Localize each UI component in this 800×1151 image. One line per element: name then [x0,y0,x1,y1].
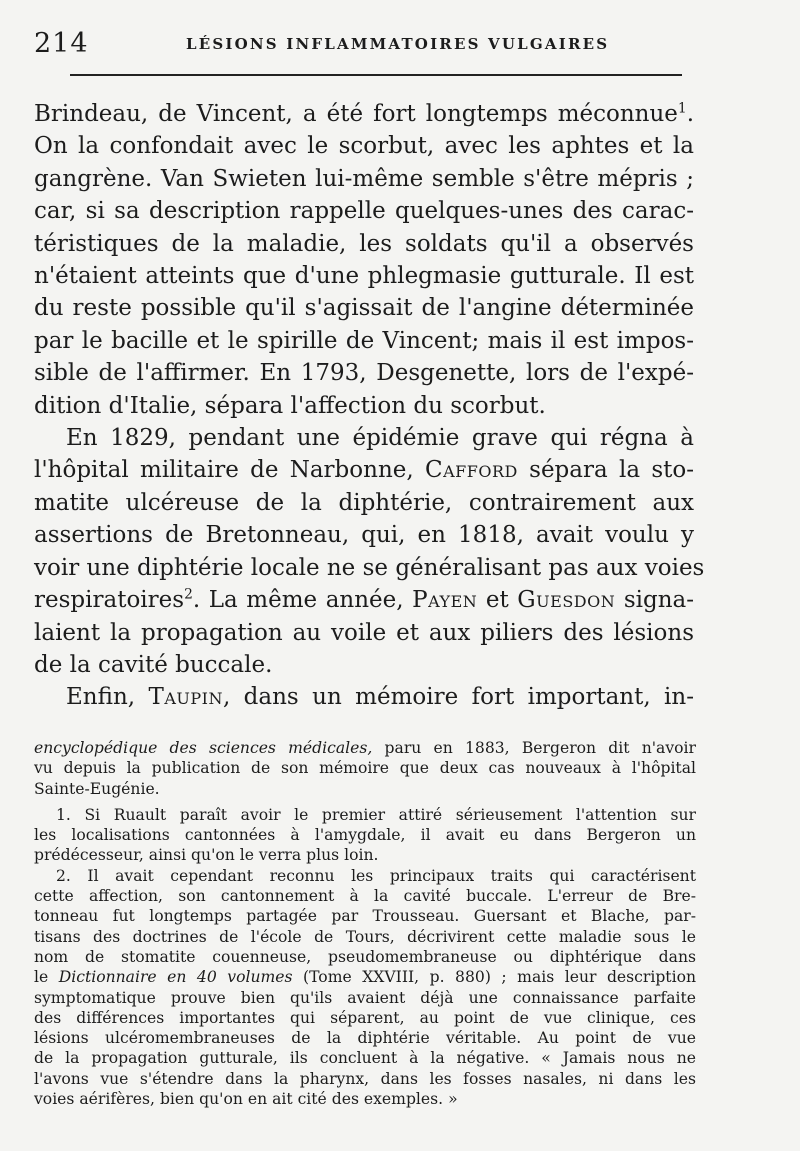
footnote-line: l'avons vue s'étendre dans la pharynx, dans les fosses nasales, ni dans les [34,1069,696,1088]
text-line: car, si sa description rappelle quelques-unes des carac- [34,198,694,225]
footnote-line: de la propagation gutturale, ils concluent à la négative. « Jamais nous ne [34,1049,696,1068]
footnote-line: voies aérifères, bien qu'on en ait cité des exemples. » [34,1090,458,1109]
author-name: Cafford [424,457,518,484]
text-line: laient la propagation au voile et aux piliers des lésions [34,619,694,646]
text-line: assertions de Bretonneau, qui, en 1818, avait voulu y [34,522,694,549]
text-line: dition d'Italie, sépara l'affection du scorbut. [34,392,546,419]
text-line: Brindeau, de Vincent, a été fort longtemps méconnue$^1$. [34,100,694,127]
text-line: En 1829, pendant une épidémie grave qui régna à [66,425,694,452]
footnote-line: des différences importantes qui séparent, au point de vue clinique, ces [34,1008,696,1027]
footnote-line: les localisations cantonnées à l'amygdale, il avait eu dans Bergeron un [34,826,696,845]
footnotes [34,738,696,1109]
footnote-ref: 1 [677,100,687,117]
author-name: Taupin [148,684,223,711]
footnote-line: 1. Si Ruault paraît avoir le premier attiré sérieusement l'attention sur [56,805,696,824]
running-title: LÉSIONS INFLAMMATOIRES VULGAIRES [186,35,610,53]
footnote-line: symptomatique prouve bien qu'ils avaient déjà une connaissance parfaite [34,988,696,1007]
body-text [34,98,705,714]
footnote-line: 2. Il avait cependant reconnu les principaux traits qui caractérisent [56,866,696,885]
footnote-line: encyclopédique des sciences médicales, paru en 1883, Bergeron dit n'avoir [34,739,696,757]
text-line: n'étaient atteints que d'une phlegmasie gutturale. Il est [34,263,694,290]
text-line: l'hôpital militaire de Narbonne, Cafford sépara la sto- [34,457,695,484]
page-header [34,28,684,58]
footnote-line: le Dictionnaire en 40 volumes (Tome XXVIII, p. 880) ; mais leur description [34,968,696,987]
text-line: matite ulcéreuse de la diphtérie, contrairement aux [34,489,694,516]
footnote-line: lésions ulcéromembraneuses de la diphtérie véritable. Au point de vue [34,1029,696,1048]
header-rule [70,74,682,76]
footnote-line: Sainte-Eugénie. [34,779,160,798]
author-name: Guesdon [517,587,616,614]
text-line: téristiques de la maladie, les soldats qu'il a observés [34,230,694,257]
footnote-line: cette affection, son cantonnement à la cavité buccale. L'erreur de Bre- [34,887,696,906]
text-line: gangrène. Van Swieten lui-même semble s'être mépris ; [34,165,694,192]
page-number: 214 [34,28,89,59]
text-line: Enfin, Taupin, dans un mémoire fort important, in- [66,684,694,711]
footnote-line: tisans des doctrines de l'école de Tours, décrivirent cette maladie sous le [34,927,696,946]
text-line: sible de l'affirmer. En 1793, Desgenette, lors de l'expé- [34,360,694,387]
footnote-line: tonneau fut longtemps partagée par Trousseau. Guersant et Blache, par- [34,907,696,926]
author-name: Payen [412,587,478,614]
footnote-line: vu depuis la publication de son mémoire que deux cas nouveaux à l'hôpital [34,759,696,778]
footnote-ref: 2 [184,586,193,603]
text-line: voir une diphtérie locale ne se généralisant pas aux voies [34,554,705,581]
text-line: de la cavité buccale. [34,651,273,678]
text-line: par le bacille et le spirille de Vincent; mais il est impos- [34,327,694,354]
text-line: du reste possible qu'il s'agissait de l'angine déterminée [34,295,694,322]
footnote-line: prédécesseur, ainsi qu'on le verra plus loin. [34,846,379,865]
text-line: respiratoires$^2$. La même année, Payen et Guesdon signa- [34,586,695,614]
footnote-line: nom de stomatite couenneuse, pseudomembraneuse ou diphtérique dans [34,947,696,966]
text-line: On la confondait avec le scorbut, avec les aphtes et la [34,133,694,160]
